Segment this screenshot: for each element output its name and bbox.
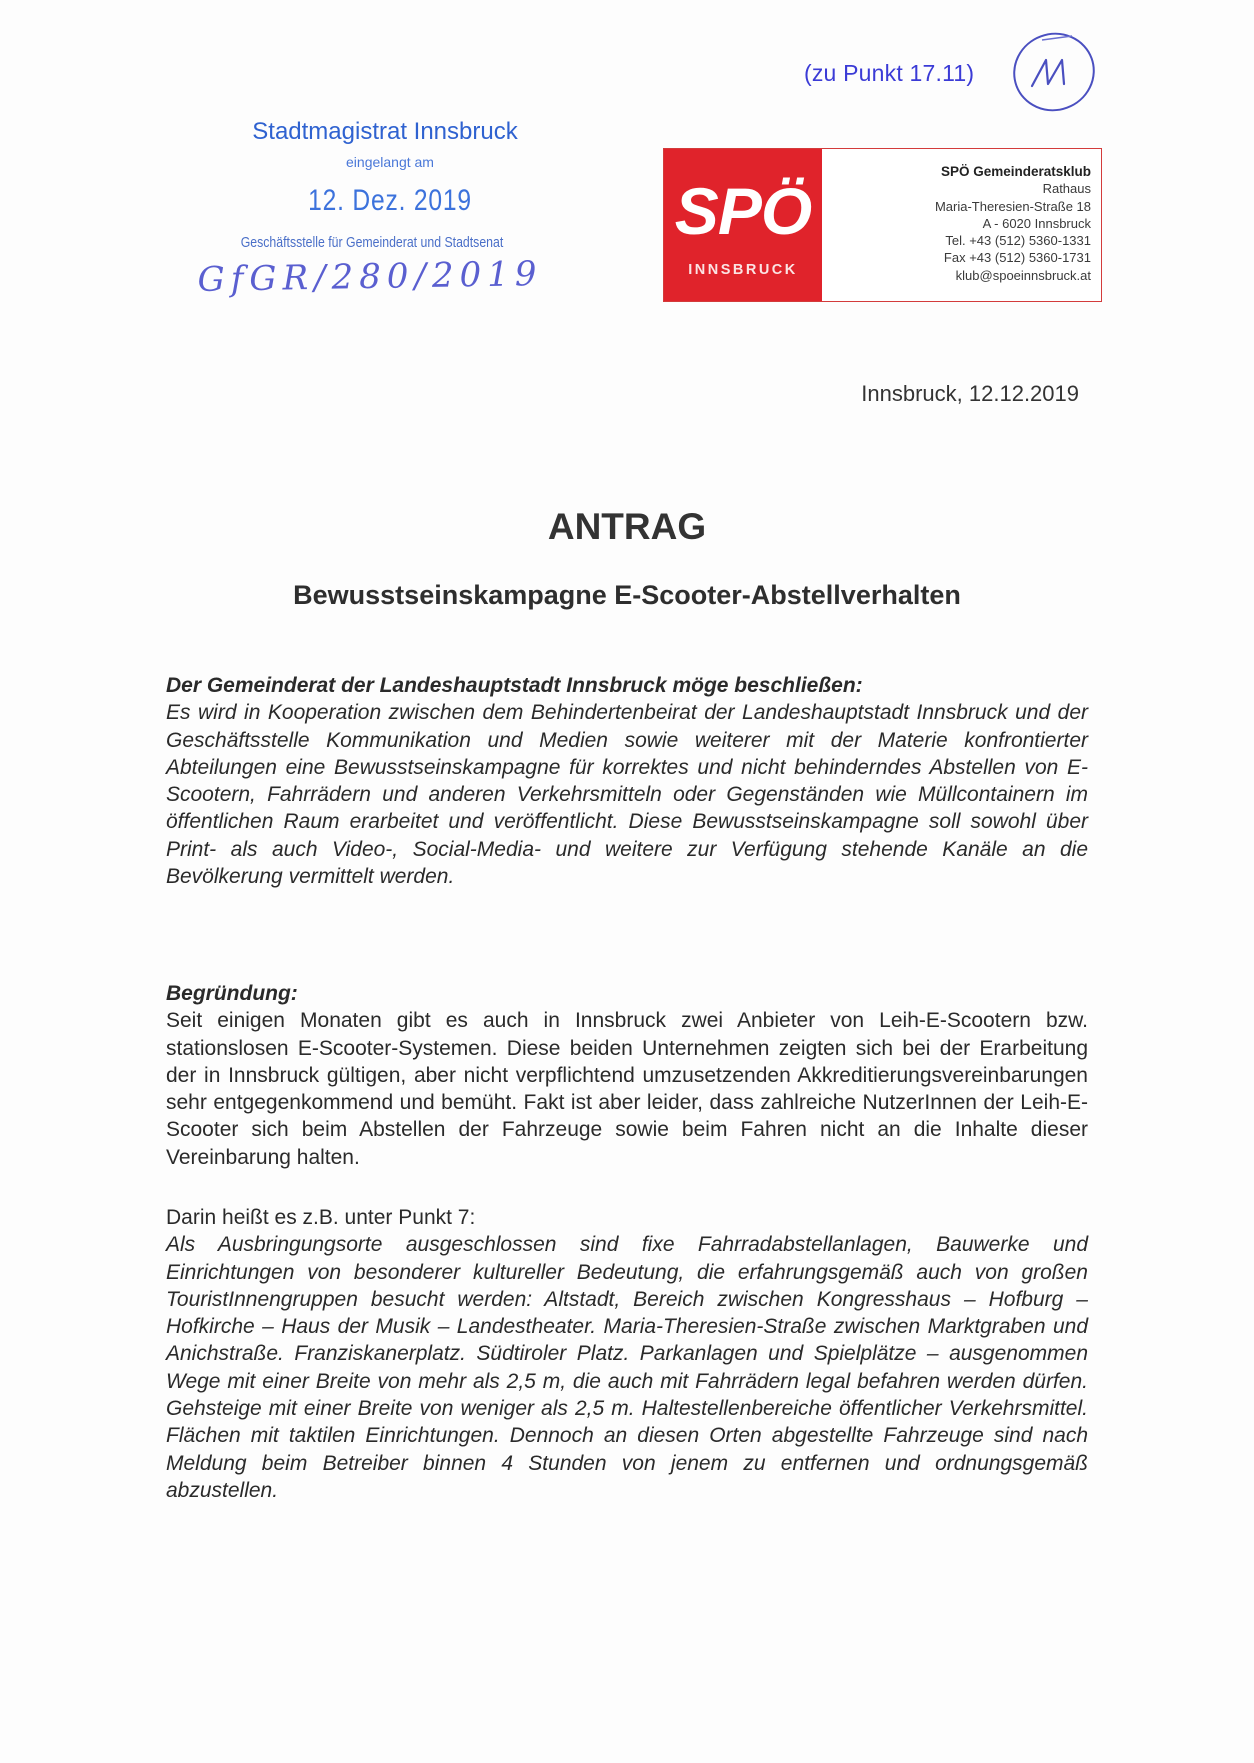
justification-text: Seit einigen Monaten gibt es auch in Innsbruck zwei Anbieter von Leih-E-Scootern bzw. stationslosen E-Scooter-Systemen. Diese beiden Unternehmen zeigten sich bei der Erarbeitung der in Innsbruck gültigen, aber nicht verpflichtend umzusetzenden Akkreditierungsvereinbarungen sehr entgegenkommend und bemüht. Fakt ist aber leider, dass zahlreiche NutzerInnen der Leih-E-Scooter sich beim Abstellen der Fahrzeuge sowie beim Fahren nicht an die Inhalte dieser Vereinbarung halten. [166, 1009, 1088, 1169]
letterhead [663, 148, 1102, 302]
address-line: Rathaus [1042, 181, 1091, 197]
motion-text: Es wird in Kooperation zwischen dem Behindertenbeirat der Landeshauptstadt Innsbruck und der Geschäftsstelle Kommunikation und Medien sowie weiterer mit der Materie konfrontierter Abteilungen eine Bewusstseinskampagne für korrektes und nicht behinderndes Abstellen von E-Scootern, Fahrrädern und anderen Verkehrsmitteln oder Gegenständen wie Müllcontainern im öffentlichen Raum erarbeitet und veröffentlicht. Diese Bewusstseinskampagne soll sowohl über Print- als auch Video-, Social-Media- und weitere zur Verfügung stehende Kanäle an die Bevölkerung vermittelt werden. [166, 701, 1088, 889]
contact-block [822, 149, 1101, 301]
quote-section [166, 1204, 1088, 1504]
document-title: ANTRAG [547, 506, 707, 547]
address-line: A - 6020 Innsbruck [982, 215, 1091, 231]
motion-section [166, 672, 1088, 890]
phone-line: Tel. +43 (512) 5360-1331 [945, 233, 1091, 249]
stamp-handwritten-number: GfGR/280/2019 [197, 253, 543, 301]
document-subtitle: Bewusstseinskampagne E-Scooter-Abstellverhalten [293, 580, 961, 610]
logo-subtext: INNSBRUCK [688, 262, 798, 278]
organization-name: SPÖ Gemeinderatsklub [940, 164, 1091, 179]
stamp-date: 12. Dez. 2019 [308, 184, 472, 217]
reference-note: (zu Punkt 17.11) [804, 60, 975, 86]
handwritten-page-mark-icon [1002, 24, 1106, 116]
logo-text: SPÖ [674, 174, 812, 248]
quote-text: Als Ausbringungsorte ausgeschlossen sind fixe Fahrradabstellanlagen, Bauwerke und Einrichtungen von besonderer kultureller Bedeutung, die erfahrungsgemäß auch von großen TouristInnengruppen besucht werden: Altstadt, Bereich zwischen Kongresshaus – Hofburg – Hofkirche – Haus der Musik – Landestheater. Maria-Theresien-Straße zwischen Marktgraben und Anichstraße. Franziskanerplatz. Südtiroler Platz. Parkanlagen und Spielplätze – ausgenommen Wege mit einer Breite von mehr als 2,5 m, die auch mit Fahrrädern legal befahren werden dürfen. Gehsteige mit einer Breite von weniger als 2,5 m. Haltestellenbereiche öffentlicher Verkehrsmittel. Flächen mit taktilen Einrichtungen. Dennoch an diesen Orten abgestellte Fahrzeuge sind nach Meldung beim Betreiber binnen 4 Stunden von jenem zu entfernen und ordnungsgemäß abzustellen. [166, 1233, 1088, 1502]
justification-heading: Begründung: [166, 982, 298, 1005]
quote-intro: Darin heißt es z.B. unter Punkt 7: [166, 1206, 476, 1229]
email-link[interactable]: klub@spoeinnsbruck.at [955, 267, 1091, 283]
fax-line: Fax +43 (512) 5360-1731 [943, 250, 1091, 266]
stamp-subtitle: eingelangt am [346, 154, 434, 170]
address-line: Maria-Theresien-Straße 18 [934, 198, 1091, 214]
place-date: Innsbruck, 12.12.2019 [861, 381, 1079, 406]
party-logo [664, 149, 822, 301]
stamp-title: Stadtmagistrat Innsbruck [252, 118, 518, 145]
justification-section [166, 980, 1088, 1171]
motion-heading: Der Gemeinderat der Landeshauptstadt Innsbruck möge beschließen: [166, 674, 863, 697]
stamp-office: Geschäftsstelle für Gemeinderat und Stadtsenat [240, 234, 504, 251]
receipt-stamp [197, 118, 580, 301]
